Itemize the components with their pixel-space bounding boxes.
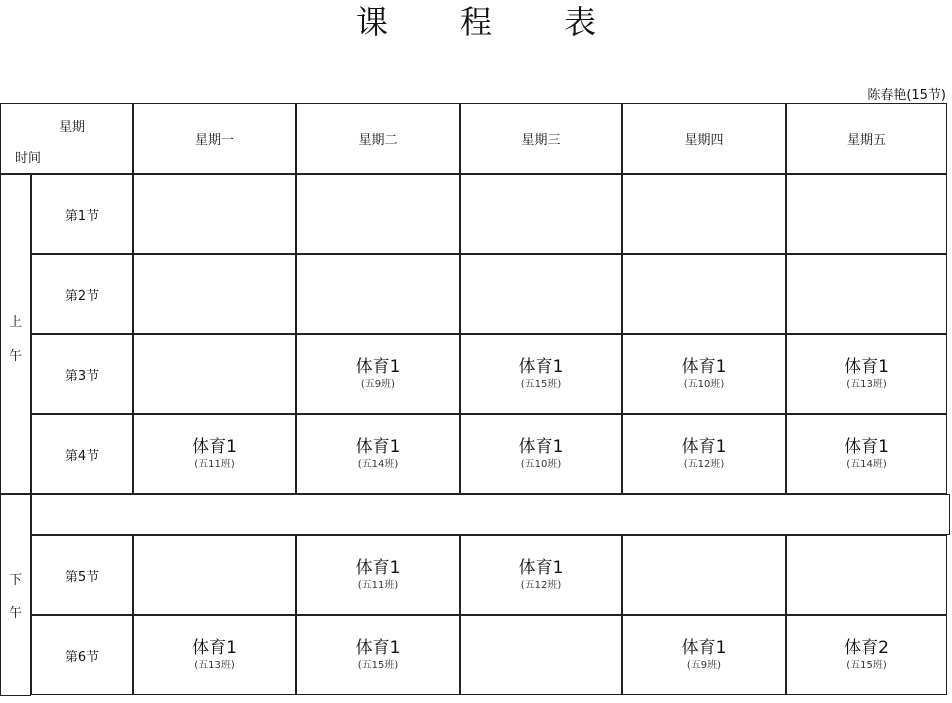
course-name: 体育1	[518, 437, 564, 457]
course-name: 体育1	[681, 638, 727, 658]
schedule-cell	[460, 615, 622, 695]
day-header: 星期二	[296, 103, 460, 174]
period-label: 第2节	[31, 254, 133, 334]
course-name: 体育1	[355, 357, 401, 377]
class-label: (五12班)	[683, 459, 725, 470]
class-label: (五10班)	[683, 379, 725, 390]
course-name: 体育1	[681, 357, 727, 377]
schedule-cell	[460, 254, 622, 334]
course-name: 体育1	[192, 437, 237, 457]
class-label: (五11班)	[194, 459, 235, 470]
corner-cell	[0, 103, 133, 174]
period-label: 第5节	[31, 535, 133, 615]
schedule-cell	[133, 615, 296, 695]
course-name: 体育2	[844, 638, 889, 658]
course-name: 体育1	[844, 357, 889, 377]
schedule-cell	[622, 254, 786, 334]
session-char: 午	[8, 606, 22, 621]
course-name: 体育1	[844, 437, 889, 457]
period-label: 第4节	[31, 414, 133, 494]
session-char: 上	[8, 315, 22, 330]
day-header: 星期四	[622, 103, 786, 174]
schedule-cell	[133, 414, 296, 494]
session-char: 午	[8, 349, 22, 364]
period-label: 第1节	[31, 174, 133, 254]
title-char: 表	[564, 3, 597, 41]
page-title	[0, 2, 952, 42]
class-label: (五9班)	[686, 660, 722, 671]
course-name: 体育1	[355, 437, 401, 457]
schedule-cell	[296, 254, 460, 334]
class-label: (五12班)	[520, 580, 562, 591]
period-label: 第6节	[31, 615, 133, 695]
class-label: (五13班)	[846, 379, 887, 390]
schedule-cell	[460, 174, 622, 254]
class-label: (五14班)	[357, 459, 399, 470]
schedule-cell	[786, 334, 947, 414]
title-char: 课	[355, 3, 388, 41]
schedule-cell	[622, 334, 786, 414]
class-label: (五14班)	[846, 459, 887, 470]
schedule-cell	[786, 414, 947, 494]
class-label: (五15班)	[846, 660, 887, 671]
corner-time-label: 时间	[15, 151, 42, 166]
teacher-name: 陈春艳(15节)	[867, 88, 946, 103]
session-afternoon	[0, 494, 31, 696]
corner-weekday-label: 星期	[59, 120, 86, 135]
schedule-cell	[786, 174, 947, 254]
schedule-cell	[296, 535, 460, 615]
session-morning	[0, 174, 31, 494]
class-label: (五11班)	[357, 580, 399, 591]
schedule-cell	[786, 615, 947, 695]
course-name: 体育1	[518, 558, 564, 578]
schedule-cell	[460, 414, 622, 494]
schedule-cell	[296, 414, 460, 494]
course-name: 体育1	[355, 638, 401, 658]
schedule-cell	[622, 535, 786, 615]
course-name: 体育1	[192, 638, 237, 658]
session-char: 下	[8, 573, 22, 588]
timetable-grid	[0, 103, 950, 696]
lunch-break-row	[31, 494, 950, 535]
schedule-cell	[786, 535, 947, 615]
schedule-cell	[460, 334, 622, 414]
schedule-cell	[133, 535, 296, 615]
schedule-cell	[460, 535, 622, 615]
class-label: (五15班)	[357, 660, 399, 671]
class-label: (五10班)	[520, 459, 562, 470]
schedule-cell	[622, 414, 786, 494]
class-label: (五15班)	[520, 379, 562, 390]
course-name: 体育1	[681, 437, 727, 457]
class-label: (五13班)	[194, 660, 235, 671]
schedule-cell	[296, 334, 460, 414]
schedule-cell	[133, 254, 296, 334]
class-label: (五9班)	[360, 379, 396, 390]
period-label: 第3节	[31, 334, 133, 414]
schedule-cell	[133, 334, 296, 414]
schedule-cell	[296, 615, 460, 695]
day-header: 星期一	[133, 103, 296, 174]
title-char: 程	[459, 3, 492, 41]
schedule-cell	[622, 615, 786, 695]
schedule-cell	[622, 174, 786, 254]
day-header: 星期三	[460, 103, 622, 174]
day-header: 星期五	[786, 103, 947, 174]
schedule-cell	[786, 254, 947, 334]
course-name: 体育1	[355, 558, 401, 578]
schedule-cell	[133, 174, 296, 254]
schedule-cell	[296, 174, 460, 254]
course-name: 体育1	[518, 357, 564, 377]
